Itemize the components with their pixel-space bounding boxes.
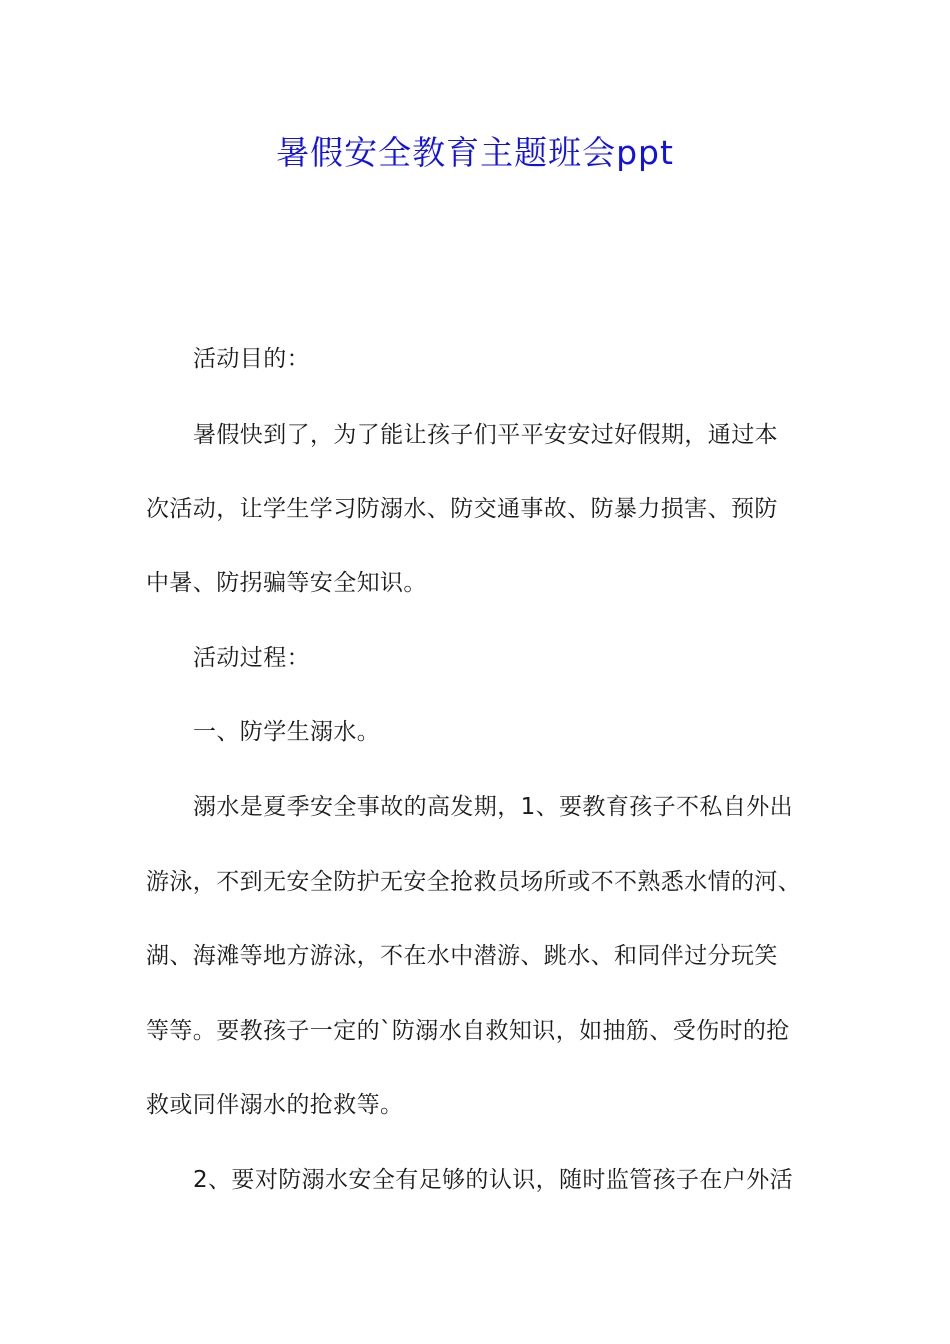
- paragraph-line: 活动过程：: [193, 645, 310, 671]
- paragraph-line: 一、防学生溺水。: [193, 719, 381, 745]
- paragraph-line: 游泳，不到无安全防护无安全抢救员场所或不不熟悉水情的河、: [146, 869, 802, 895]
- document-title: 暑假安全教育主题班会ppt: [276, 133, 674, 172]
- paragraph-line: 活动目的：: [193, 346, 310, 372]
- paragraph-line: 溺水是夏季安全事故的高发期，1、要教育孩子不私自外出: [193, 794, 794, 820]
- paragraph-line: 等等。要教孩子一定的`防溺水自救知识，如抽筋、受伤时的抢: [146, 1018, 790, 1044]
- paragraph-line: 湖、海滩等地方游泳，不在水中潜游、跳水、和同伴过分玩笑: [146, 943, 778, 969]
- paragraph-line: 2、要对防溺水安全有足够的认识，随时监管孩子在户外活: [193, 1167, 794, 1193]
- paragraph-line: 中暑、防拐骗等安全知识。: [146, 570, 427, 596]
- paragraph-line: 次活动，让学生学习防溺水、防交通事故、防暴力损害、预防: [146, 496, 778, 522]
- paragraph-line: 救或同伴溺水的抢救等。: [146, 1092, 404, 1118]
- paragraph-line: 暑假快到了，为了能让孩子们平平安安过好假期，通过本: [193, 422, 778, 448]
